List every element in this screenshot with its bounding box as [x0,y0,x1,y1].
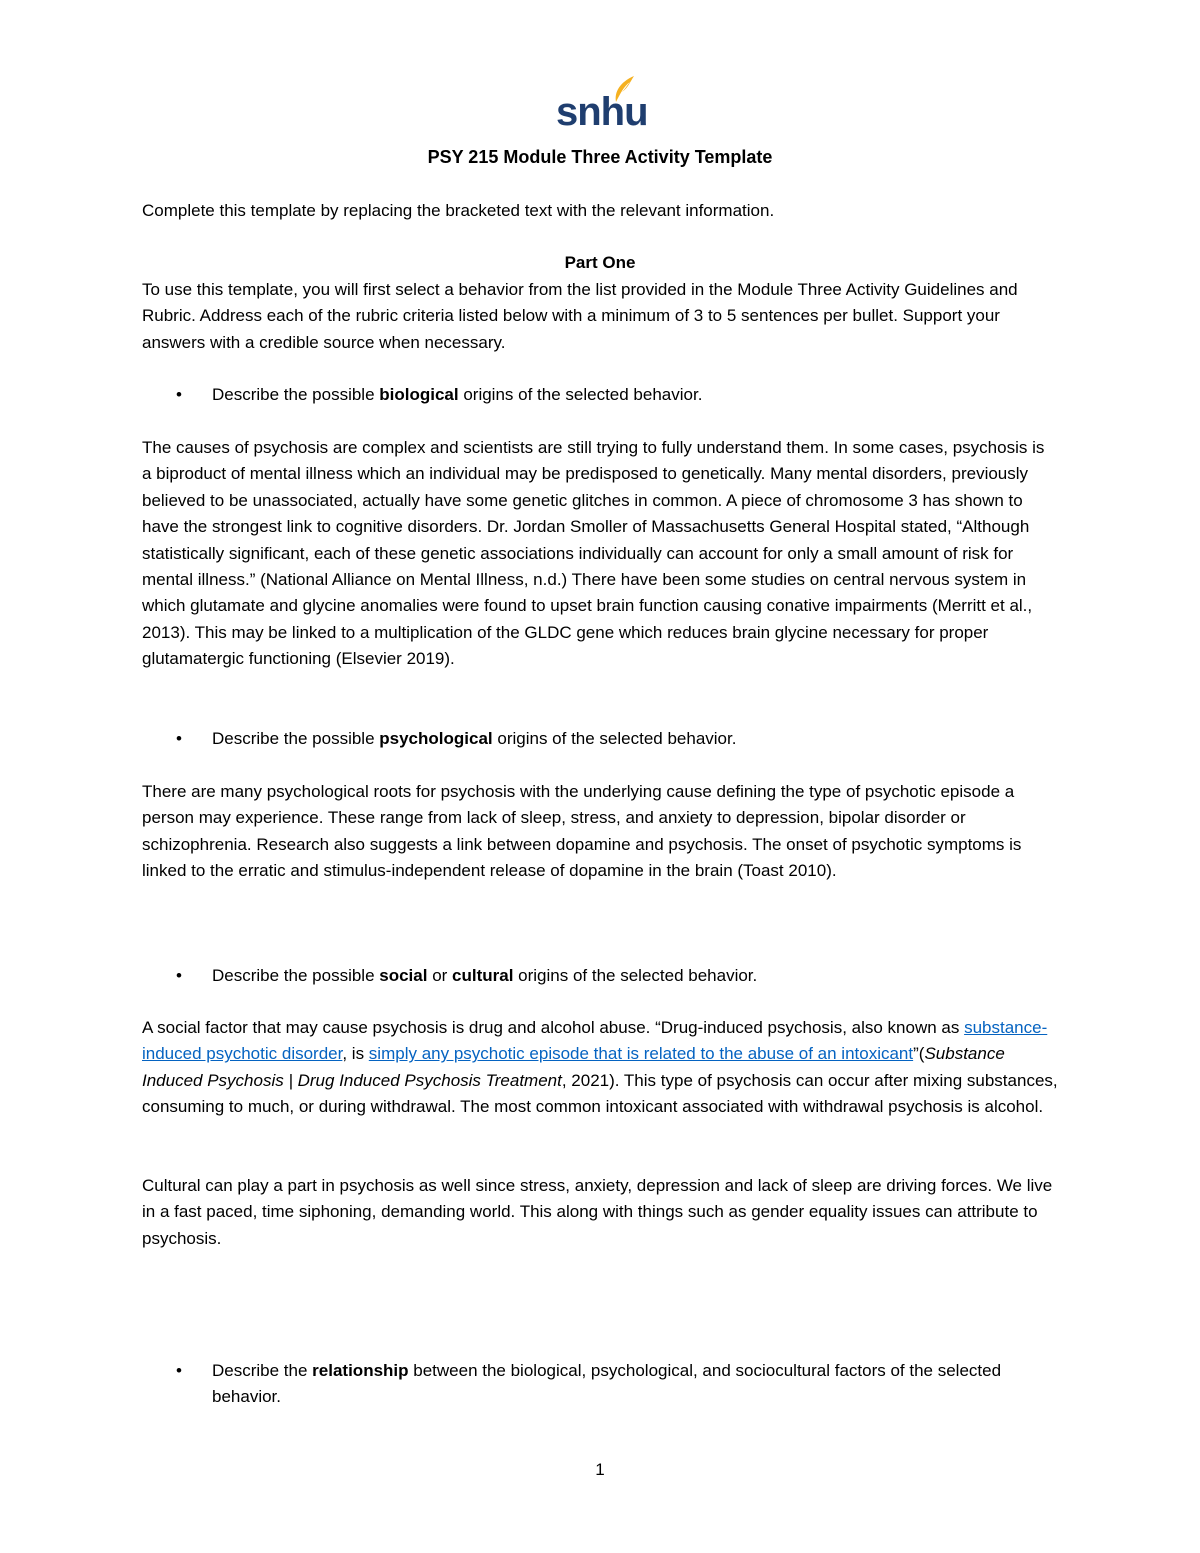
answer-text-part: , 2021). This type of psychosis can occur after mixing substances, consuming to much, or during withdrawal. The most common intoxicant associated with withdrawal psychosis is alcohol. [142,1070,1058,1117]
intro-text: Complete this template by replacing the bracketed text with the relevant information. [142,201,775,220]
bullet-icon: • [176,1361,182,1380]
bullet-icon: • [176,966,182,985]
bullet-text-part: Describe the [212,1361,313,1380]
page-title: PSY 215 Module Three Activity Template [427,147,773,167]
bullet-text-part: Describe the possible [212,729,380,748]
bullet-bold-term: social [379,966,428,985]
part-one-heading: Part One [564,253,636,272]
logo-text: snhu [556,90,648,134]
snhu-logo [556,74,648,134]
answer-cultural: Cultural can play a part in psychosis as well since stress, anxiety, depression and lack of sleep are driving forces. We live in a fast paced, time siphoning, demanding world. This along with things such as gender equality issues can attribute to psychosis. [142,1176,1053,1248]
bullet-social-cultural-text [212,963,1058,989]
bullet-bold-term: biological [379,385,459,404]
bullet-text-part: Describe the possible [212,385,380,404]
bullet-text-part: or [427,966,453,985]
link-psychotic-episode[interactable]: simply any psychotic episode that is related to the abuse of an intoxicant [368,1044,914,1064]
answer-social [142,1015,1058,1121]
part-one-instructions: To use this template, you will first select a behavior from the list provided in the Module Three Activity Guidelines and Rubric. Address each of the rubric criteria listed below with a minimum of 3 to 5 sentences per bullet. Support your answers with a credible source when necessary. [142,280,1018,352]
answer-text-part: , is [342,1044,369,1064]
answer-psychological: There are many psychological roots for psychosis with the underlying cause defining the type of psychotic episode a person may experience. These range from lack of sleep, stress, and anxiety to depression, bipolar disorder or schizophrenia. Research also suggests a link between dopamine and psychosis. The onset of psychotic symptoms is linked to the erratic and stimulus-independent release of dopamine in the brain (Toast 2010). [142,782,1022,881]
bullet-psychological-text [212,726,1058,752]
bullet-bold-term: cultural [452,966,514,985]
page-number: 1 [595,1460,605,1479]
answer-text-part: ”( [913,1044,925,1064]
bullet-icon: • [176,385,182,404]
link-substance-induced-psychotic-disorder[interactable]: substance-induced psychotic disorder [142,1018,1048,1064]
bullet-text-part: origins of the selected behavior. [492,729,737,748]
answer-text-part: A social factor that may cause psychosis is drug and alcohol abuse. “Drug-induced psychosis, also known as [142,1018,965,1037]
bullet-icon: • [176,729,182,748]
bullet-text-part: origins of the selected behavior. [513,966,758,985]
bullet-bold-term: relationship [312,1361,409,1380]
bullet-text-part: origins of the selected behavior. [458,385,703,404]
citation-title: Substance Induced Psychosis | Drug Induced Psychosis Treatment [142,1044,1005,1090]
answer-biological: The causes of psychosis are complex and scientists are still trying to fully understand them. In some cases, psychosis is a biproduct of mental illness which an individual may be predisposed to genetically. Many mental disorders, previously believed to be unassociated, actually have some genetic glitches in common. A piece of chromosome 3 has shown to have the strongest link to cognitive disorders. Dr. Jordan Smoller of Massachusetts General Hospital stated, “Although statistically significant, each of these genetic associations individually can account for only a small amount of risk for mental illness.” (National Alliance on Mental Illness, n.d.) There have been some studies on central nervous system in which glutamate and glycine anomalies were found to upset brain function causing conative impairments (Merritt et al., 2013). This may be linked to a multiplication of the GLDC gene which reduces brain glycine necessary for proper glutamatergic functioning (Elsevier 2019). [142,438,1045,669]
bullet-text-part: Describe the possible [212,966,380,985]
bullet-bold-term: psychological [379,729,493,748]
bullet-biological-text [212,382,1058,408]
bullet-relationship-text [212,1358,1058,1411]
bullet-text-part: between the biological, psychological, and sociocultural factors of the selected behavior. [212,1361,1002,1407]
